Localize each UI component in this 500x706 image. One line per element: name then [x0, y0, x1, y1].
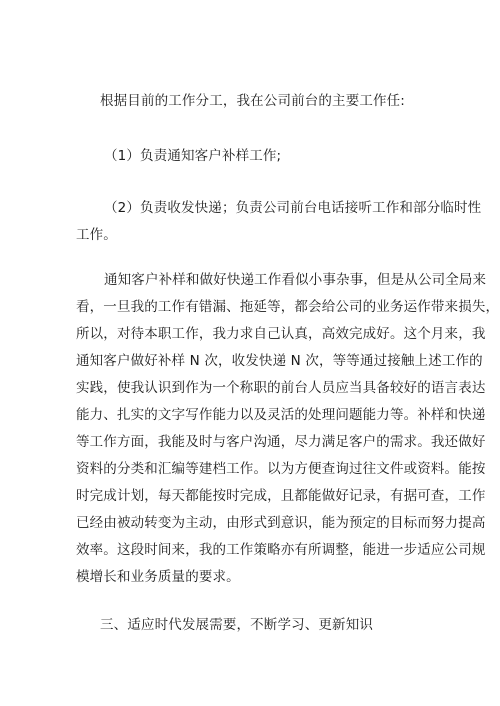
body-paragraph — [76, 267, 500, 591]
body-line: 模增长和业务质量的要求。 — [76, 569, 240, 585]
item-2-paragraph — [76, 195, 482, 249]
section-heading-text: 三、适应时代发展需要，不断学习、更新知识 — [100, 617, 373, 633]
item-2-line-2: 工作。 — [76, 227, 117, 243]
intro-line: 根据目前的工作分工，我在公司前台的主要工作任: — [100, 93, 405, 109]
body-line: 资料的分类和汇编等建档工作。以为方便查询过往文件或资料。能按 — [76, 461, 486, 477]
section-heading — [100, 612, 440, 639]
body-line: 通知客户做好补样 N 次，收发快递 N 次，等等通过接触上述工作的 — [76, 353, 483, 369]
body-line: 通知客户补样和做好快递工作看似小事杂事，但是从公司全局来 — [104, 272, 487, 288]
body-line: 等工作方面，我能及时与客户沟通，尽力满足客户的需求。我还做好 — [76, 434, 486, 450]
body-line: 时完成计划，每天都能按时完成，且都能做好记录，有据可查，工作 — [76, 488, 486, 504]
item-2-line-1: （2）负责收发快递；负责公司前台电话接听工作和部分临时性 — [104, 200, 482, 216]
body-line: 效率。这段时间来，我的工作策略亦有所调整，能进一步适应公司规 — [76, 542, 486, 558]
body-line: 看，一旦我的工作有错漏、拖延等，都会给公司的业务运作带来损失， — [76, 299, 500, 315]
body-line: 已经由被动转变为主动，由形式到意识，能为预定的目标而努力提高 — [76, 515, 486, 531]
body-line: 所以，对待本职工作，我力求自己认真，高效完成好。这个月来，我 — [76, 326, 486, 342]
body-line: 能力、扎实的文字写作能力以及灵活的处理问题能力等。补样和快递 — [76, 407, 486, 423]
body-line: 实践，使我认识到作为一个称职的前台人员应当具备较好的语言表达 — [76, 380, 486, 396]
item-1-line: （1）负责通知客户补样工作; — [104, 148, 282, 164]
item-1-paragraph — [104, 143, 440, 170]
intro-paragraph — [100, 88, 440, 115]
